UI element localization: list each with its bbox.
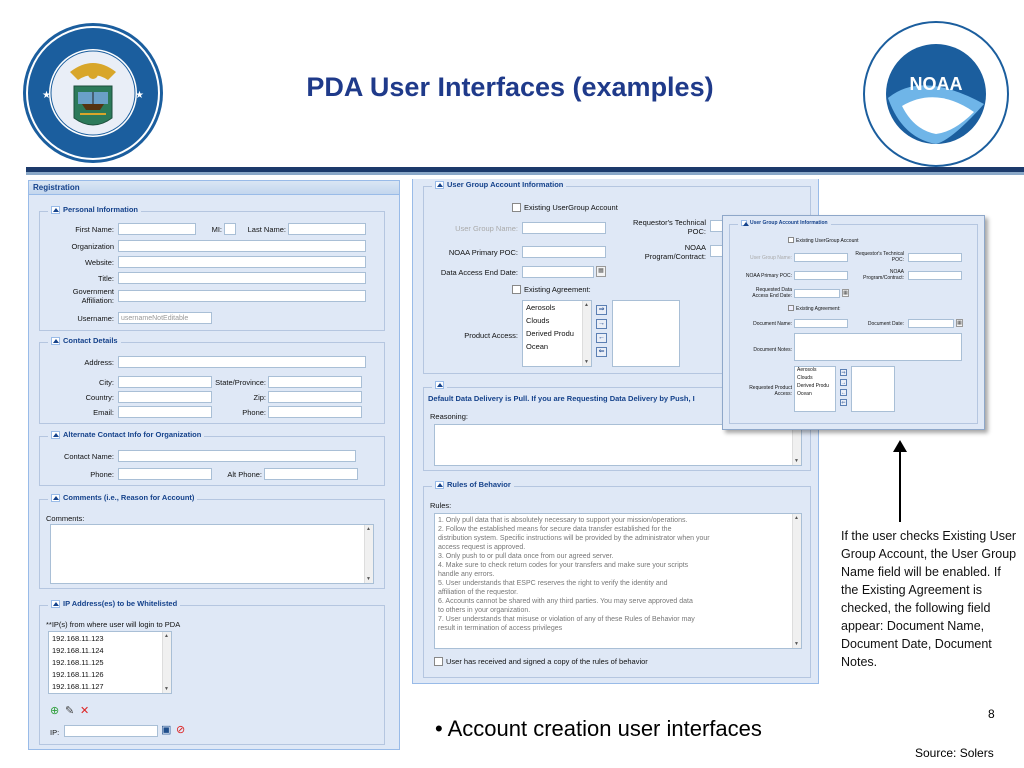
usergroup-name-input — [522, 222, 606, 234]
calendar-icon: ▦ — [843, 290, 848, 296]
ip-whitelist-fieldset — [39, 599, 385, 745]
callout-noaa-primary-poc-label: NOAA Primary POC: — [745, 273, 792, 279]
callout-tech-poc-input — [908, 253, 962, 262]
reasoning-label: Reasoning: — [430, 412, 468, 421]
callout-usergroup-name-input — [794, 253, 848, 262]
comments-fieldset — [39, 493, 385, 589]
callout-user-group-legend: User Group Account Information — [738, 220, 831, 226]
contact-details-legend[interactable]: Contact Details — [48, 336, 121, 345]
personal-info-legend[interactable]: Personal Information — [48, 205, 141, 214]
list-item[interactable]: Aerosols — [526, 303, 556, 312]
title-input[interactable] — [118, 272, 366, 284]
rules-label: Rules: — [430, 501, 452, 510]
list-item: Clouds — [797, 375, 813, 381]
callout-requested-end-label-1: Requested Data — [755, 287, 792, 293]
comments-label: Comments: — [46, 514, 85, 523]
list-item[interactable]: Derived Produ — [526, 329, 574, 338]
organization-input[interactable] — [118, 240, 366, 252]
noaa-logo-text: NOAA — [909, 74, 963, 94]
country-input[interactable] — [118, 391, 212, 403]
gov-affiliation-label-1: Government — [72, 287, 114, 296]
add-icon[interactable]: ⊕ — [50, 705, 60, 717]
callout-document-notes-label: Document Notes: — [753, 347, 792, 353]
callout-existing-usergroup-label: Existing UserGroup Account — [796, 238, 859, 244]
noaa-primary-poc-input[interactable] — [522, 246, 606, 258]
collapse-icon[interactable] — [435, 481, 444, 489]
calendar-icon: ▦ — [957, 320, 962, 326]
reasoning-textarea[interactable] — [434, 424, 802, 466]
annotation-text: If the user checks Existing User Group Account, the User Group Name field will be enabled. If the Existing Agreement is checked, the following field appear: Document Name, Document Date, Document Notes. — [841, 529, 1017, 669]
ip-input[interactable] — [64, 725, 158, 737]
personal-info-fieldset — [39, 205, 385, 331]
first-name-input[interactable] — [118, 223, 196, 235]
ip-label: IP: — [50, 728, 60, 737]
email-label: Email: — [93, 408, 114, 417]
scrollbar[interactable] — [792, 514, 801, 648]
collapse-icon[interactable] — [51, 431, 60, 439]
callout-document-name-input — [794, 319, 848, 328]
callout-document-name-label: Document Name: — [753, 321, 792, 327]
page-number: 8 — [988, 707, 995, 721]
noaa-program-label-2: Program/Contract: — [644, 252, 706, 261]
remove-all-button[interactable]: ⇐ — [596, 347, 607, 357]
callout-tech-poc-label-1: Requestor's Technical — [855, 251, 904, 257]
tech-poc-label-2: POC: — [687, 227, 706, 236]
rules-ack-label: User has received and signed a copy of the rules of behavior — [446, 657, 648, 666]
contact-name-input[interactable] — [118, 450, 356, 462]
username-label: Username: — [77, 314, 114, 323]
scrollbar[interactable] — [582, 301, 591, 366]
website-label: Website: — [84, 258, 114, 267]
callout-existing-agreement-checkbox — [788, 305, 794, 311]
callout-document-date-label: Document Date: — [867, 321, 904, 327]
ip-whitelist-legend[interactable]: IP Address(es) to be Whitelisted — [48, 599, 180, 608]
callout-remove-all-button: ⇐ — [841, 400, 846, 406]
callout-document-notes-textarea — [794, 333, 962, 361]
collapse-icon[interactable] — [51, 206, 60, 214]
collapse-icon[interactable] — [51, 494, 60, 502]
selected-products-list[interactable] — [612, 300, 680, 367]
available-products-list[interactable] — [522, 300, 592, 367]
existing-agreement-checkbox[interactable] — [512, 285, 521, 294]
scrollbar[interactable] — [364, 525, 373, 583]
contact-name-label: Contact Name: — [63, 452, 114, 461]
gov-affiliation-input[interactable] — [118, 290, 366, 302]
registration-panel — [28, 180, 400, 750]
data-access-end-label: Data Access End Date: — [440, 268, 518, 277]
slide-title: PDA User Interfaces (examples) — [306, 72, 714, 102]
title-label: Title: — [98, 274, 114, 283]
callout-requested-end-input — [794, 289, 840, 298]
list-item: Aerosols — [797, 367, 817, 373]
add-all-button[interactable]: ⇒ — [596, 305, 607, 315]
collapse-icon[interactable] — [435, 181, 444, 189]
user-group-legend[interactable]: User Group Account Information — [432, 180, 566, 189]
alternate-contact-fieldset — [39, 430, 385, 486]
organization-label: Organization — [71, 242, 114, 251]
callout-noaa-primary-poc-input — [794, 271, 848, 280]
data-delivery-title: Default Data Delivery is Pull. If you are Requesting Data Delivery by Push, I — [428, 394, 695, 403]
first-name-label: First Name: — [75, 225, 114, 234]
list-item[interactable]: 192.168.11.124 — [52, 646, 104, 655]
add-button[interactable]: → — [598, 320, 605, 327]
svg-text:★: ★ — [135, 90, 144, 101]
collapse-icon — [741, 220, 747, 226]
website-input[interactable] — [118, 256, 366, 268]
tech-poc-label-1: Requestor's Technical — [632, 218, 706, 227]
list-item[interactable]: Ocean — [526, 342, 549, 351]
callout-user-group-fieldset — [729, 220, 978, 424]
list-item[interactable]: 192.168.11.125 — [52, 658, 104, 667]
data-access-end-input[interactable] — [522, 266, 594, 278]
username-input: usernameNotEditable — [118, 312, 212, 324]
existing-agreement-label: Existing Agreement: — [524, 285, 591, 294]
list-item[interactable]: 192.168.11.126 — [52, 670, 104, 679]
state-label: State/Province: — [215, 378, 266, 387]
collapse-icon[interactable] — [51, 600, 60, 608]
state-input[interactable] — [268, 376, 362, 388]
scrollbar[interactable] — [792, 425, 801, 465]
rules-legend[interactable]: Rules of Behavior — [432, 480, 514, 489]
ip-list[interactable] — [48, 631, 172, 694]
callout-usergroup-name-label: User Group Name: — [750, 255, 792, 261]
collapse-icon[interactable] — [51, 337, 60, 345]
callout-noaa-program-label-2: Program/Contract: — [863, 275, 904, 281]
remove-button[interactable]: ← — [598, 334, 605, 341]
callout-requested-end-label-2: Access End Date: — [752, 293, 792, 299]
callout-existing-usergroup-checkbox — [788, 237, 794, 243]
arrow-line — [899, 450, 901, 522]
cancel-icon[interactable]: ⊘ — [176, 724, 186, 736]
callout-noaa-program-input — [908, 271, 962, 280]
last-name-label: Last Name: — [247, 225, 286, 234]
city-label: City: — [99, 378, 114, 387]
callout-add-all-button: ⇒ — [841, 370, 846, 376]
mi-input[interactable] — [224, 223, 236, 235]
last-name-input[interactable] — [288, 223, 366, 235]
commerce-seal-logo — [22, 22, 164, 164]
phone-label: Phone: — [242, 408, 266, 417]
edit-icon[interactable]: ✎ — [65, 705, 75, 717]
rules-ack-checkbox[interactable] — [434, 657, 443, 666]
comments-legend[interactable]: Comments (i.e., Reason for Account) — [48, 493, 197, 502]
rules-fieldset — [423, 480, 811, 678]
gov-affiliation-label-2: Affiliation: — [81, 296, 114, 305]
zip-input[interactable] — [268, 391, 362, 403]
alt-phone-input[interactable] — [264, 468, 358, 480]
callout-screenshot — [722, 215, 985, 430]
callout-products-list — [794, 366, 836, 412]
callout-requested-product-label-1: Requested Product — [749, 385, 792, 391]
source-credit: Source: Solers — [915, 746, 994, 760]
ip-note: **IP(s) from where user will login to PDA — [46, 620, 181, 629]
usergroup-name-label: User Group Name: — [455, 224, 518, 233]
comments-textarea[interactable] — [50, 524, 374, 584]
zip-label: Zip: — [253, 393, 266, 402]
callout-add-button: → — [841, 380, 846, 386]
mi-label: MI: — [211, 225, 222, 234]
callout-tech-poc-label-2: POC: — [891, 257, 904, 263]
noaa-primary-poc-label: NOAA Primary POC: — [448, 248, 518, 257]
scrollbar[interactable] — [162, 632, 171, 693]
data-delivery-legend[interactable] — [432, 381, 447, 389]
address-label: Address: — [84, 358, 114, 367]
title-rule-accent — [26, 172, 1024, 175]
callout-document-date-input — [908, 319, 954, 328]
rules-text: 1. Only pull data that is absolutely necessary to support your mission/operations. 2. Follow the established means for secure data transfer established for the distribution system. Specific instructions will be provided by the administrator when your access request is approved. 3. Only push to or pull data once from our agreed server. 4. Make sure to check return codes for your transfers and make sure your scripts handle any errors. 5. User understands that ESPC reserves the right to verify the identity and affiliation of the requestor. 6. Accounts cannot be shared with any third parties. You may serve approved data to others in your organization. 7. User understands that misuse or violation of any of these Rules of Behavior may result in termination of access privileges — [438, 517, 710, 632]
callout-existing-agreement-label: Existing Agreement: — [796, 306, 841, 312]
save-icon[interactable]: ▣ — [161, 724, 172, 736]
product-access-label: Product Access: — [464, 331, 518, 340]
address-input[interactable] — [118, 356, 366, 368]
list-item[interactable]: 192.168.11.127 — [52, 682, 104, 691]
rules-textarea[interactable] — [434, 513, 802, 649]
callout-selected-products-list — [851, 366, 895, 412]
existing-usergroup-checkbox[interactable] — [512, 203, 521, 212]
phone-input[interactable] — [268, 406, 362, 418]
country-label: Country: — [85, 393, 114, 402]
alt-phone-label: Alt Phone: — [227, 470, 262, 479]
callout-noaa-program-label-1: NOAA — [889, 269, 904, 275]
existing-usergroup-label: Existing UserGroup Account — [524, 203, 618, 212]
noaa-program-label-1: NOAA — [684, 243, 706, 252]
svg-text:★: ★ — [42, 90, 51, 101]
callout-requested-product-label-2: Access: — [774, 391, 792, 397]
list-item: Derived Produ — [797, 383, 829, 389]
alternate-contact-legend[interactable]: Alternate Contact Info for Organization — [48, 430, 204, 439]
callout-remove-button: ← — [841, 390, 846, 396]
calendar-icon[interactable]: ▦ — [596, 266, 606, 277]
list-item: Ocean — [797, 391, 812, 397]
alt-contact-phone-label: Phone: — [90, 470, 114, 479]
email-input[interactable] — [118, 406, 212, 418]
noaa-logo — [862, 20, 1010, 168]
delete-icon[interactable]: ✕ — [80, 705, 90, 717]
list-item[interactable]: Clouds — [526, 316, 550, 325]
contact-details-fieldset — [39, 336, 385, 424]
city-input[interactable] — [118, 376, 212, 388]
alt-contact-phone-input[interactable] — [118, 468, 212, 480]
registration-header: Registration — [29, 181, 399, 195]
collapse-icon[interactable] — [435, 381, 444, 389]
bullet-text: • Account creation user interfaces — [435, 716, 762, 741]
list-item[interactable]: 192.168.11.123 — [52, 634, 104, 643]
